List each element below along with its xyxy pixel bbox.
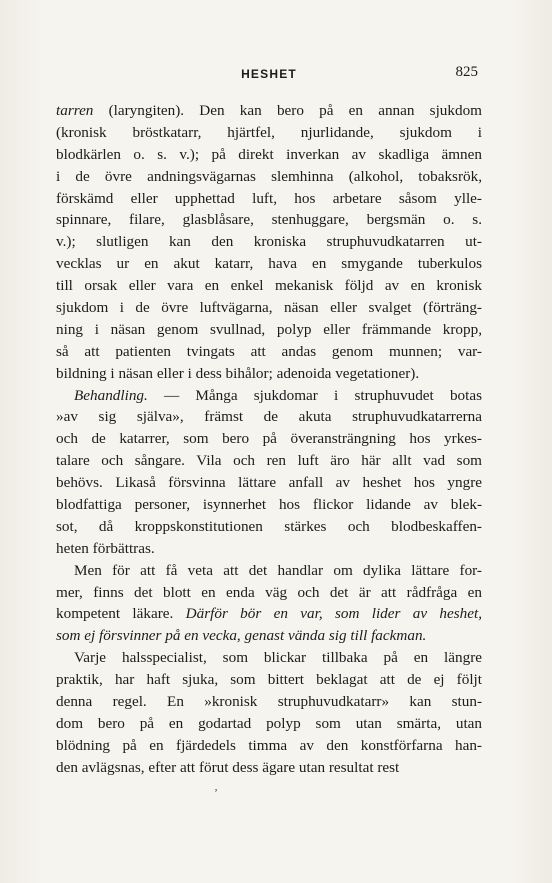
text-segment: Men för att få veta att det handlar om dylika lättare for- xyxy=(74,561,482,579)
italic-text-segment: Behandling. xyxy=(74,386,148,404)
text-line xyxy=(56,122,482,144)
text-segment: praktik, har haft sjuka, som bittert beklagat att de ej följt xyxy=(56,671,482,689)
text-line xyxy=(56,691,482,713)
text-line xyxy=(56,472,482,494)
text-line xyxy=(56,713,482,735)
text-segment: — Många sjukdomar i struphuvudet botas xyxy=(147,386,482,404)
italic-text-segment: Därför bör en var, som lider av heshet, xyxy=(185,605,483,623)
text-segment: (laryngiten). Den kan bero på en annan sjukdom xyxy=(93,102,482,119)
text-segment: i de övre andningsvägarnas slemhinna (alkohol, tobaksrök, xyxy=(56,167,482,185)
text-line xyxy=(56,144,482,166)
italic-text-segment: som ej försvinner på en vecka, genast vända sig till fackman. xyxy=(56,627,427,645)
text-line xyxy=(56,450,482,472)
text-line xyxy=(56,560,482,582)
text-segment: blodkärlen o. s. v.); på direkt inverkan av skadliga ämnen xyxy=(56,145,482,163)
text-segment: ning i näsan genom svullnad, polyp eller främmande kropp, xyxy=(56,320,482,338)
text-segment: denna regel. En »kronisk struphuvudkatarr» kan stun- xyxy=(56,693,482,711)
text-segment: sot, då kroppskonstitutionen stärkes och blodbeskaffen- xyxy=(56,517,482,535)
text-segment: så att patienten tvingats att andas genom munnen; var- xyxy=(56,342,482,360)
text-line xyxy=(56,428,482,450)
text-line xyxy=(56,363,482,385)
text-segment: behövs. Likaså försvinna lättare anfall av heshet hos yngre xyxy=(56,474,482,492)
text-segment: spinnare, filare, glasblåsare, stenhuggare, bergsmän o. s. xyxy=(56,211,482,229)
text-segment: dom bero på en godartad polyp som utan smärta, utan xyxy=(56,714,482,732)
text-line xyxy=(56,735,482,757)
text-segment: v.); slutligen kan den kroniska struphuvudkatarren ut- xyxy=(56,233,482,251)
text-segment: till orsak eller vara en enkel mekanisk följd av en kronisk xyxy=(56,277,482,295)
text-line xyxy=(56,319,482,341)
text-line xyxy=(56,669,482,691)
text-segment: »av sig själva», främst de akuta struphuvudkatarrerna xyxy=(56,408,482,426)
text-line xyxy=(56,647,482,669)
text-line xyxy=(56,275,482,297)
body-text xyxy=(56,100,482,779)
text-line xyxy=(56,516,482,538)
print-speck: ʼ xyxy=(214,786,218,800)
text-line xyxy=(56,385,482,407)
page-number: 825 xyxy=(455,64,478,80)
text-line xyxy=(56,253,482,275)
text-segment: blodfattiga personer, isynnerhet hos flickor lidande av blek- xyxy=(56,496,482,514)
text-line xyxy=(56,188,482,210)
text-line xyxy=(56,625,482,647)
text-segment: kompetent läkare. xyxy=(56,605,186,623)
text-segment: sjukdom i de övre luftvägarna, näsan eller svalget (förträng- xyxy=(56,299,482,317)
text-segment: och de katarrer, som bero på överansträngning hos yrkes- xyxy=(56,430,482,448)
text-line xyxy=(56,582,482,604)
text-line xyxy=(56,538,482,560)
text-line xyxy=(56,166,482,188)
text-segment: heten förbättras. xyxy=(56,539,155,557)
text-segment: mer, finns det blott en enda väg och det är att rådfråga en xyxy=(56,583,482,601)
text-segment: förskämd eller upphettad luft, hos arbetare såsom ylle- xyxy=(56,189,482,207)
text-line xyxy=(56,209,482,231)
text-segment: vecklas ur en akut katarr, hava en smygande tuberkulos xyxy=(56,255,482,273)
text-segment: (kronisk bröstkatarr, hjärtfel, njurlidande, sjukdom i xyxy=(56,123,482,141)
italic-text-segment: tarren xyxy=(56,102,94,119)
text-line xyxy=(56,494,482,516)
text-line xyxy=(56,297,482,319)
text-line xyxy=(56,757,482,779)
text-line xyxy=(56,406,482,428)
running-head xyxy=(60,64,478,84)
text-segment: blödning på en fjärdedels timma av den konstförfarna han- xyxy=(56,736,482,754)
text-segment: Varje halsspecialist, som blickar tillbaka på en längre xyxy=(74,649,482,667)
text-line xyxy=(56,100,482,122)
running-head-title: HESHET xyxy=(241,67,297,81)
text-segment: den avlägsnas, efter att förut dess ägare utan resultat rest xyxy=(56,758,400,776)
text-segment: bildning i näsan eller i dess bihålor; adenoida vegetationer). xyxy=(56,364,420,382)
text-line xyxy=(56,341,482,363)
text-line xyxy=(56,603,482,625)
text-line xyxy=(56,231,482,253)
text-segment: talare och sångare. Vila och ren luft äro här allt vad som xyxy=(56,452,482,470)
